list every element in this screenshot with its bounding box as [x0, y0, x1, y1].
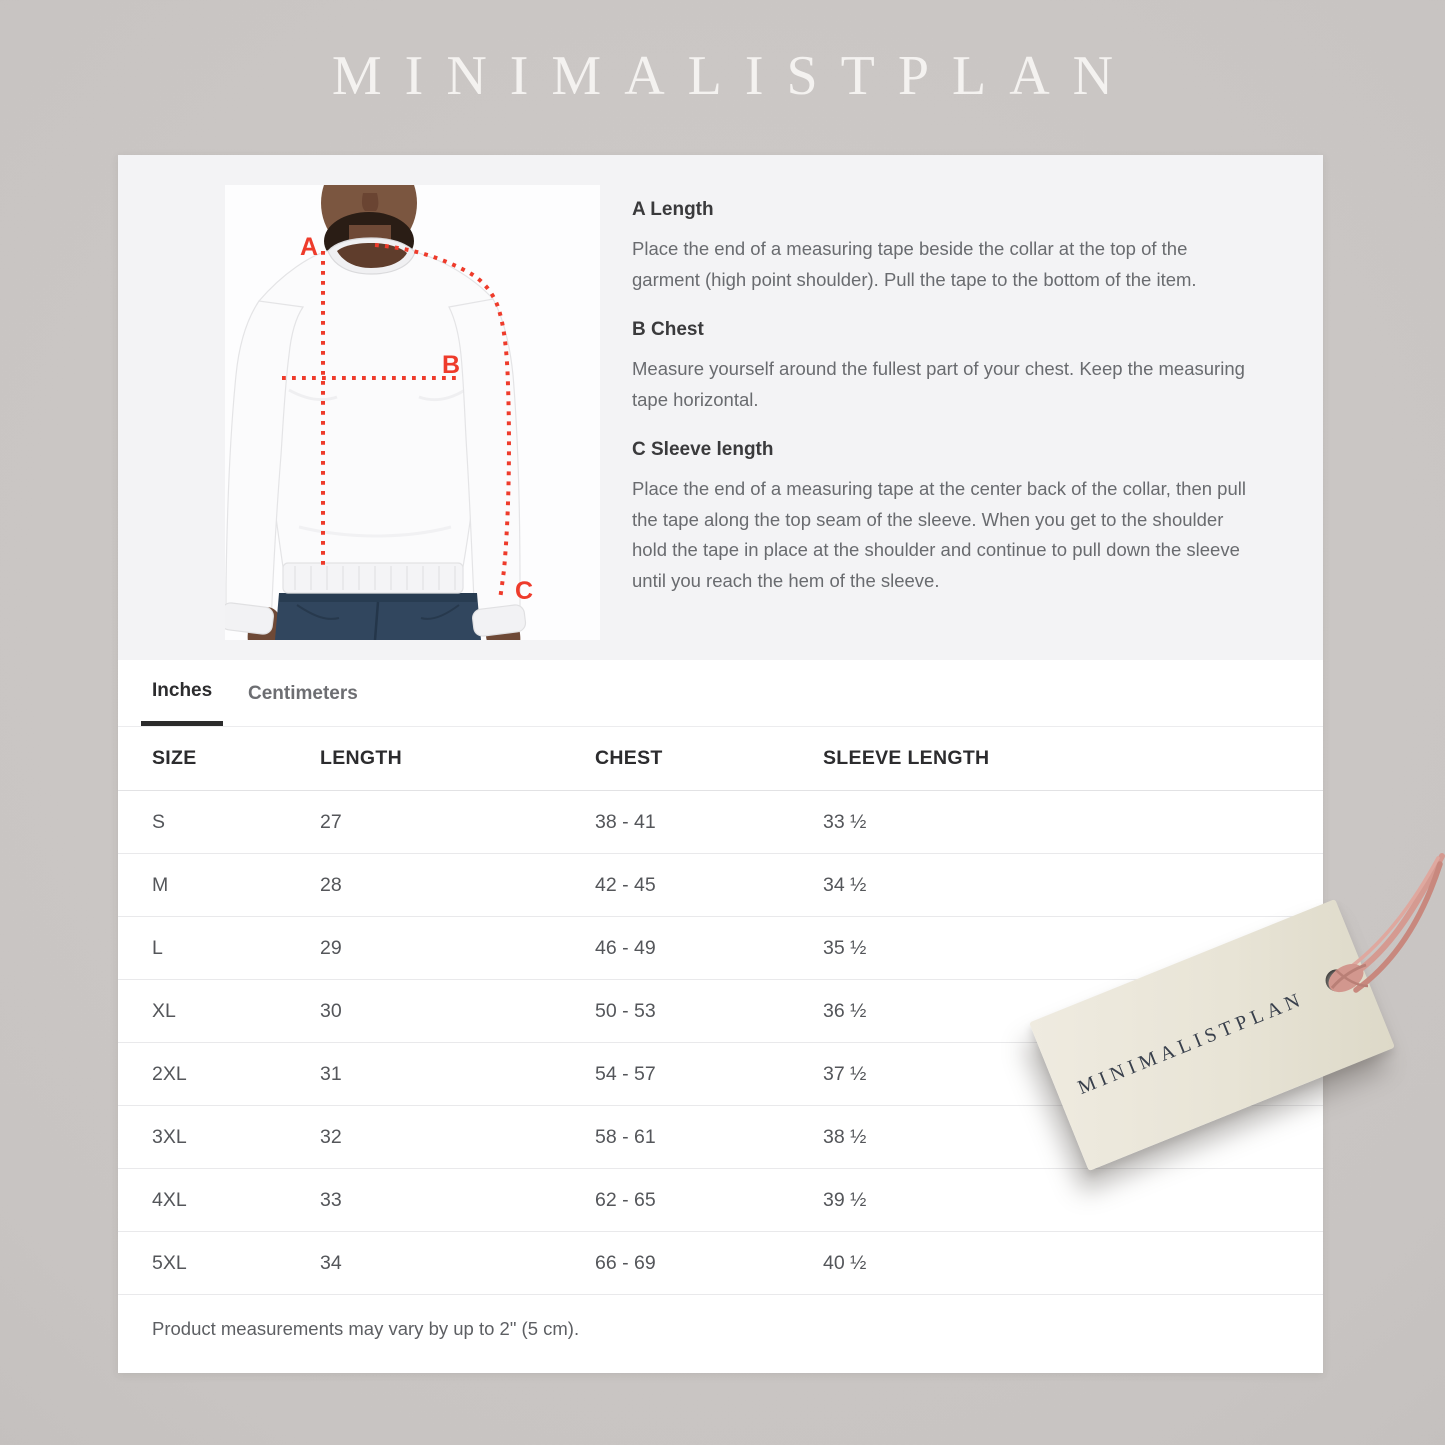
instruction-heading: A Length: [632, 199, 714, 220]
cell-length: 34: [320, 1252, 342, 1274]
hang-tag-label: MINIMALISTPLAN: [1074, 987, 1308, 1099]
tab-centimeters[interactable]: Centimeters: [248, 682, 358, 704]
size-guide-card: [118, 155, 1323, 1373]
instruction-text: Measure yourself around the fullest part of your chest. Keep the measuring: [632, 358, 1245, 379]
measurement-disclaimer: Product measurements may vary by up to 2" (5 cm).: [152, 1318, 580, 1339]
instruction-text: the tape along the top seam of the sleeve. When you get to the shoulder: [632, 508, 1224, 530]
cell-chest: 66 - 69: [595, 1252, 656, 1274]
cell-chest: 62 - 65: [595, 1189, 656, 1211]
table-row: [118, 791, 1323, 854]
cell-sleeve: 36 ½: [823, 1000, 867, 1022]
cell-sleeve: 37 ½: [823, 1063, 867, 1085]
measuring-instructions: [632, 199, 1322, 596]
cell-chest: 38 - 41: [595, 811, 656, 833]
cell-length: 29: [320, 937, 342, 959]
sweatshirt-left-cuff: [225, 602, 274, 635]
instruction-heading: C Sleeve length: [632, 439, 774, 460]
column-header-size: SIZE: [152, 747, 197, 769]
cell-length: 30: [320, 1000, 342, 1022]
cell-length: 27: [320, 811, 342, 833]
table-row: [118, 1169, 1323, 1232]
column-header-chest: CHEST: [595, 747, 663, 769]
instruction-text: tape horizontal.: [632, 388, 759, 410]
sweatshirt-right-cuff: [472, 604, 527, 637]
cell-length: 32: [320, 1126, 342, 1148]
cell-chest: 46 - 49: [595, 937, 656, 959]
instruction-length: [632, 199, 1322, 295]
cell-size: L: [152, 937, 163, 959]
instruction-text: Place the end of a measuring tape beside the collar at the top of the: [632, 238, 1188, 259]
instruction-text: Place the end of a measuring tape at the center back of the collar, then pull: [632, 478, 1246, 499]
cell-length: 33: [320, 1189, 342, 1211]
instruction-text: until you reach the hem of the sleeve.: [632, 569, 940, 591]
cell-sleeve: 38 ½: [823, 1126, 867, 1148]
brand-header: MINIMALISTPLAN: [331, 45, 1137, 107]
instruction-text: hold the tape in place at the shoulder and continue to pull down the sleeve: [632, 539, 1240, 560]
cell-sleeve: 39 ½: [823, 1189, 867, 1211]
instruction-text: garment (high point shoulder). Pull the tape to the bottom of the item.: [632, 268, 1197, 290]
size-table-header: [118, 727, 1323, 791]
cell-sleeve: 34 ½: [823, 874, 867, 896]
model-illustration: [225, 185, 600, 640]
cell-length: 31: [320, 1063, 342, 1085]
column-header-length: LENGTH: [320, 747, 402, 769]
table-row: [118, 854, 1323, 917]
model-photo: [225, 185, 600, 640]
cell-length: 28: [320, 874, 342, 896]
table-row: [118, 917, 1323, 980]
marker-a-label: A: [299, 233, 319, 261]
cell-sleeve: 35 ½: [823, 937, 867, 959]
hang-tag-string: [1290, 820, 1445, 1010]
cell-size: 4XL: [152, 1189, 187, 1211]
cell-size: 3XL: [152, 1126, 187, 1148]
cell-size: M: [152, 874, 169, 896]
cell-size: 2XL: [152, 1063, 187, 1085]
cell-chest: 54 - 57: [595, 1063, 656, 1085]
cell-chest: 50 - 53: [595, 1000, 656, 1022]
cell-sleeve: 33 ½: [823, 811, 867, 833]
cell-size: XL: [152, 1000, 176, 1022]
instruction-heading: B Chest: [632, 319, 704, 340]
instruction-sleeve-length: [632, 439, 1322, 596]
cell-sleeve: 40 ½: [823, 1252, 867, 1274]
cell-chest: 58 - 61: [595, 1126, 656, 1148]
cell-size: 5XL: [152, 1252, 187, 1274]
table-row: [118, 1232, 1323, 1295]
column-header-sleeve-length: SLEEVE LENGTH: [823, 747, 990, 769]
sweatshirt-body: [258, 251, 493, 567]
cell-size: S: [152, 811, 166, 833]
measuring-guide-section: [118, 155, 1323, 660]
marker-c-label: C: [514, 577, 534, 605]
cell-chest: 42 - 45: [595, 874, 656, 896]
tab-inches[interactable]: Inches: [141, 660, 223, 727]
marker-b-label: B: [441, 351, 461, 379]
instruction-chest: [632, 319, 1322, 415]
